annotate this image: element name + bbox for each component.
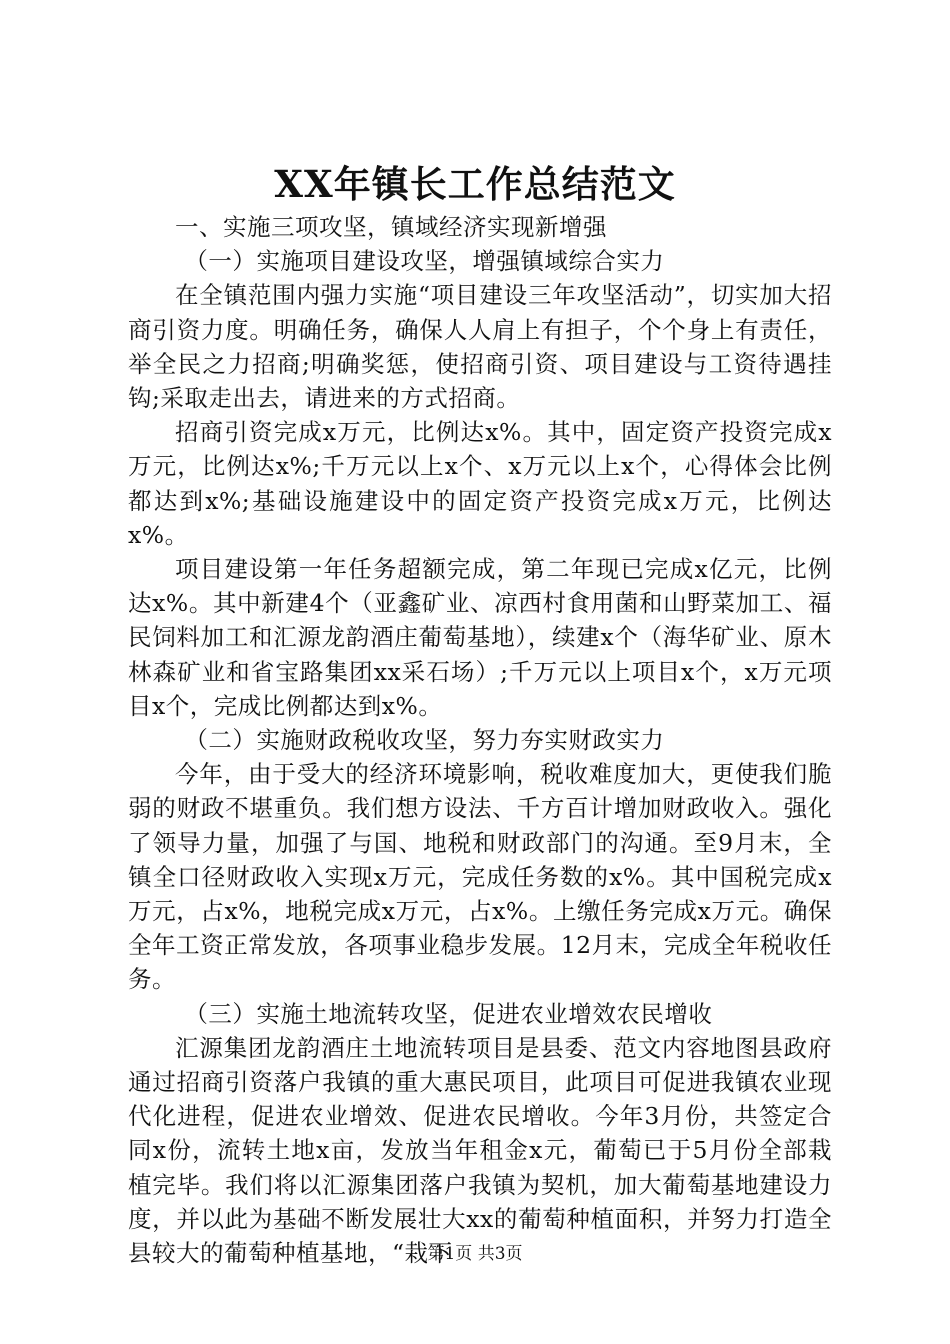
subsection-heading: （二）实施财政税收攻坚，努力夯实财政实力 [184,726,665,755]
document-body [128,210,832,1270]
page-footer: 第1页 共3页 [427,1244,523,1264]
subsection-heading: （一）实施项目建设攻坚，增强镇域综合实力 [184,247,665,276]
section-heading: 一、实施三项攻坚，镇域经济实现新增强 [175,213,607,241]
document-title: XX年镇长工作总结范文 [274,162,676,206]
body-paragraph: 项目建设第一年任务超额完成，第二年现已完成x亿元，比例达x%。其中新建4个（亚鑫矿业、凉西村食用菌和山野菜加工、福民饲料加工和汇源龙韵酒庄葡萄基地），续建x个（海华矿业、原木林森矿业和省宝路集团xx采石场）;千万元以上项目x个，x万元项目x个，完成比例都达到x%。 [128,555,832,720]
body-paragraph: 今年，由于受大的经济环境影响，税收难度加大，更使我们脆弱的财政不堪重负。我们想方设法、千方百计增加财政收入。强化了领导力量，加强了与国、地税和财政部门的沟通。至9月末，全镇全口径财政收入实现x万元，完成任务数的x%。其中国税完成x万元，占x%，地税完成x万元，占x%。上缴任务完成x万元。确保全年工资正常发放，各项事业稳步发展。12月末，完成全年税收任务。 [128,760,832,994]
subsection-heading: （三）实施土地流转攻坚，促进农业增效农民增收 [184,999,713,1028]
body-paragraph: 招商引资完成x万元，比例达x%。其中，固定资产投资完成x万元，比例达x%;千万元以上x个、x万元以上x个，心得体会比例都达到x%;基础设施建设中的固定资产投资完成x万元，比例达x%。 [128,418,832,549]
body-paragraph: 在全镇范围内强力实施“项目建设三年攻坚活动”，切实加大招商引资力度。明确任务，确保人人肩上有担子，个个身上有责任，举全民之力招商;明确奖惩，使招商引资、项目建设与工资待遇挂钩;采取走出去，请进来的方式招商。 [128,281,832,413]
body-paragraph: 汇源集团龙韵酒庄土地流转项目是县委、范文内容地图县政府通过招商引资落户我镇的重大惠民项目，此项目可促进我镇农业现代化进程，促进农业增效、促进农民增收。今年3月份，共签定合同x份，流转土地x亩，发放当年租金x元，葡萄已于5月份全部栽植完毕。我们将以汇源集团落户我镇为契机，加大葡萄基地建设力度，并以此为基础不断发展壮大xx的葡萄种植面积，并努力打造全县较大的葡萄种植基地，“栽下 [128,1033,832,1268]
